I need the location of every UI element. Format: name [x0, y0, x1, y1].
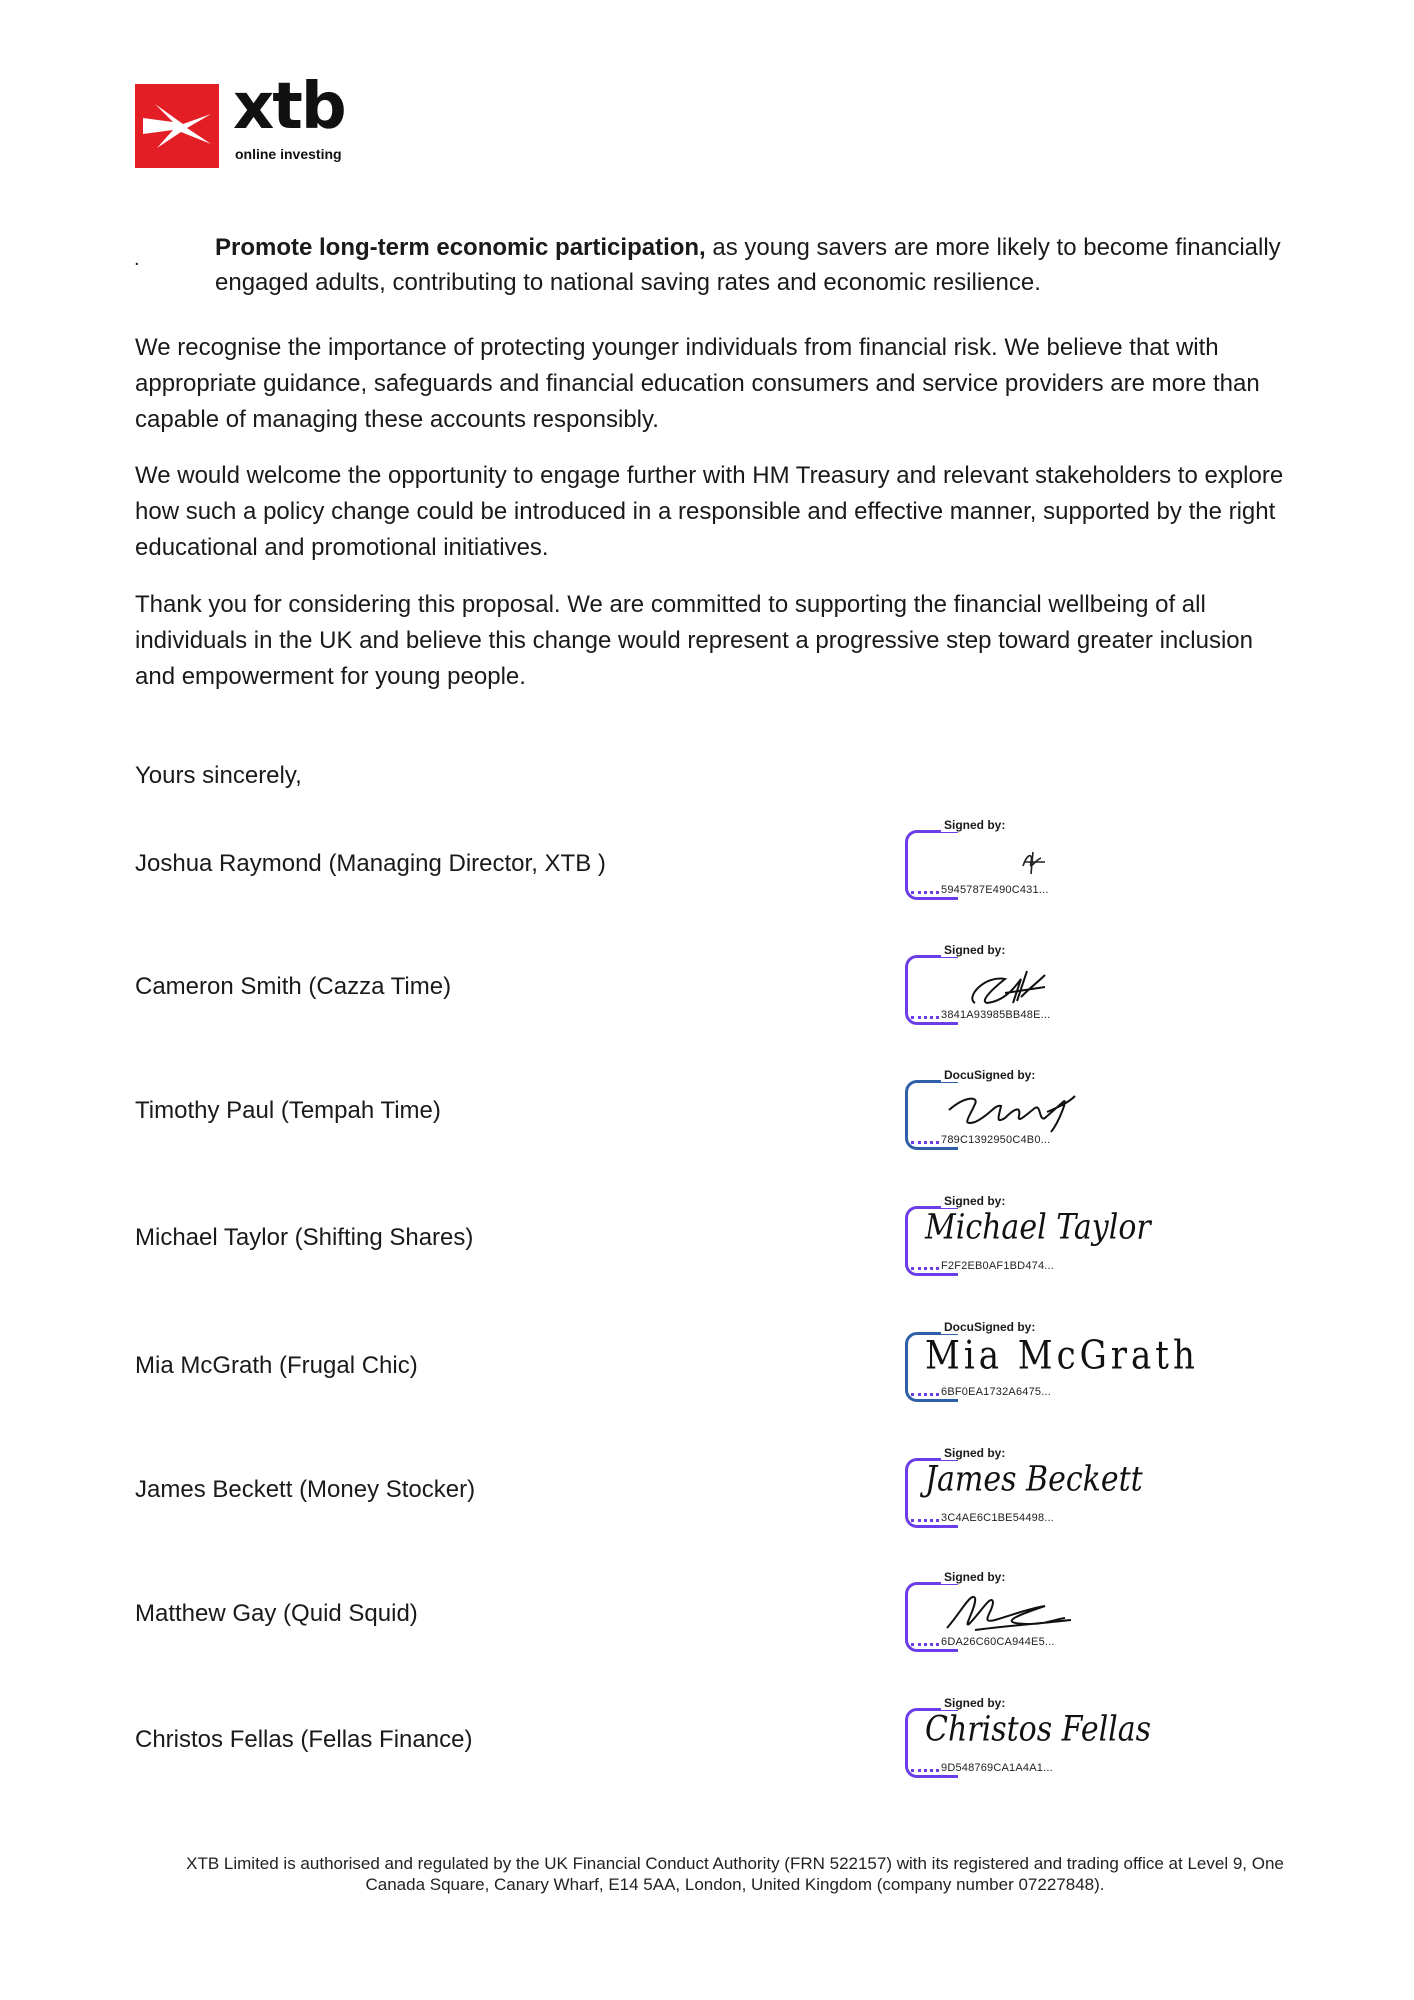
xtb-logo	[135, 70, 355, 170]
signature-hash: 3841A93985BB48E...	[941, 1009, 1051, 1021]
regulatory-footer: XTB Limited is authorised and regulated by the UK Financial Conduct Authority (FRN 522157) with its registered and trading office at Level 9, One Canada Square, Canary Wharf, E14 5AA, London, United Kingdom (company number 07227848).	[186, 1854, 1284, 1894]
paragraph-thanks: Thank you for considering this proposal. We are committed to supporting the financial wellbeing of all individuals in the UK and believe this change would represent a progressive step toward greater inclusion and empowerment for young people.	[135, 591, 1253, 690]
signature-ink-icon	[935, 1584, 1155, 1640]
signature-dots	[911, 1769, 939, 1772]
handwritten-signature: James Beckett	[925, 1459, 1143, 1500]
signature-dots	[911, 1393, 939, 1396]
signature-dots	[911, 1016, 939, 1019]
bullet-body: as young savers are more likely to become financially engaged adults, contributing to national saving rates and economic resilience.	[215, 234, 1281, 296]
paragraph-risk: We recognise the importance of protecting younger individuals from financial risk. We believe that with appropriate guidance, safeguards and financial education consumers and service providers are more than capable of managing these accounts responsibly.	[135, 334, 1260, 433]
signature-block	[905, 1696, 1165, 1776]
signer-name: Christos Fellas (Fellas Finance)	[135, 1726, 473, 1753]
signature-hash: 789C1392950C4B0...	[941, 1134, 1051, 1146]
signature-block	[905, 1068, 1165, 1148]
handwritten-signature: Michael Taylor	[925, 1207, 1151, 1248]
signature-hash: F2F2EB0AF1BD474...	[941, 1260, 1055, 1272]
signer-name: Joshua Raymond (Managing Director, XTB )	[135, 850, 606, 877]
signature-block	[905, 1194, 1165, 1274]
signature-hash: 9D548769CA1A4A1...	[941, 1762, 1053, 1774]
signature-header: Signed by:	[941, 1570, 1008, 1584]
handwritten-signature: Christos Fellas	[925, 1709, 1152, 1750]
logo-wordmark: xtb	[233, 70, 345, 144]
bullet-marker: .	[134, 248, 140, 270]
signer-name: Matthew Gay (Quid Squid)	[135, 1600, 418, 1627]
signature-ink-icon	[935, 957, 1155, 1013]
signer-name: Cameron Smith (Cazza Time)	[135, 973, 452, 1000]
logo-tagline: online investing	[235, 146, 342, 162]
signature-header: Signed by:	[941, 943, 1008, 957]
bullet-point	[215, 230, 1295, 300]
signature-dots	[911, 1643, 939, 1646]
signature-block	[905, 1446, 1165, 1526]
signature-header: Signed by:	[941, 818, 1008, 832]
signature-dots	[911, 1267, 939, 1270]
signature-block	[905, 1570, 1165, 1650]
signer-name: Timothy Paul (Tempah Time)	[135, 1097, 441, 1124]
closing-salutation: Yours sincerely,	[135, 762, 302, 789]
paragraph-engagement: We would welcome the opportunity to engage further with HM Treasury and relevant stakeholders to explore how such a policy change could be introduced in a responsible and effective manner, supported by the right educational and promotional initiatives.	[135, 462, 1284, 561]
signer-name: James Beckett (Money Stocker)	[135, 1476, 476, 1503]
signature-ink-icon	[935, 1082, 1155, 1138]
signature-header: Signed by:	[941, 1446, 1008, 1460]
signature-header: DocuSigned by:	[941, 1068, 1038, 1082]
signer-name: Mia McGrath (Frugal Chic)	[135, 1352, 418, 1379]
signature-hash: 6DA26C60CA944E5...	[941, 1636, 1055, 1648]
signature-hash: 5945787E490C431...	[941, 884, 1049, 896]
signature-block	[905, 943, 1165, 1023]
signature-ink-icon	[935, 832, 1155, 888]
signature-hash: 3C4AE6C1BE54498...	[941, 1512, 1055, 1524]
signature-header: Signed by:	[941, 1696, 1008, 1710]
handwritten-signature: Mia McGrath	[925, 1333, 1199, 1379]
bullet-bold-lead: Promote long-term economic participation,	[215, 234, 706, 261]
signature-dots	[911, 1141, 939, 1144]
signature-block	[905, 818, 1165, 898]
signer-name: Michael Taylor (Shifting Shares)	[135, 1224, 474, 1251]
signature-dots	[911, 891, 939, 894]
xtb-logo-mark-icon	[135, 84, 219, 168]
signature-header: Signed by:	[941, 1194, 1008, 1208]
signature-hash: 6BF0EA1732A6475...	[941, 1386, 1052, 1398]
signature-block	[905, 1320, 1199, 1400]
signature-dots	[911, 1519, 939, 1522]
signature-header: DocuSigned by:	[941, 1320, 1038, 1334]
